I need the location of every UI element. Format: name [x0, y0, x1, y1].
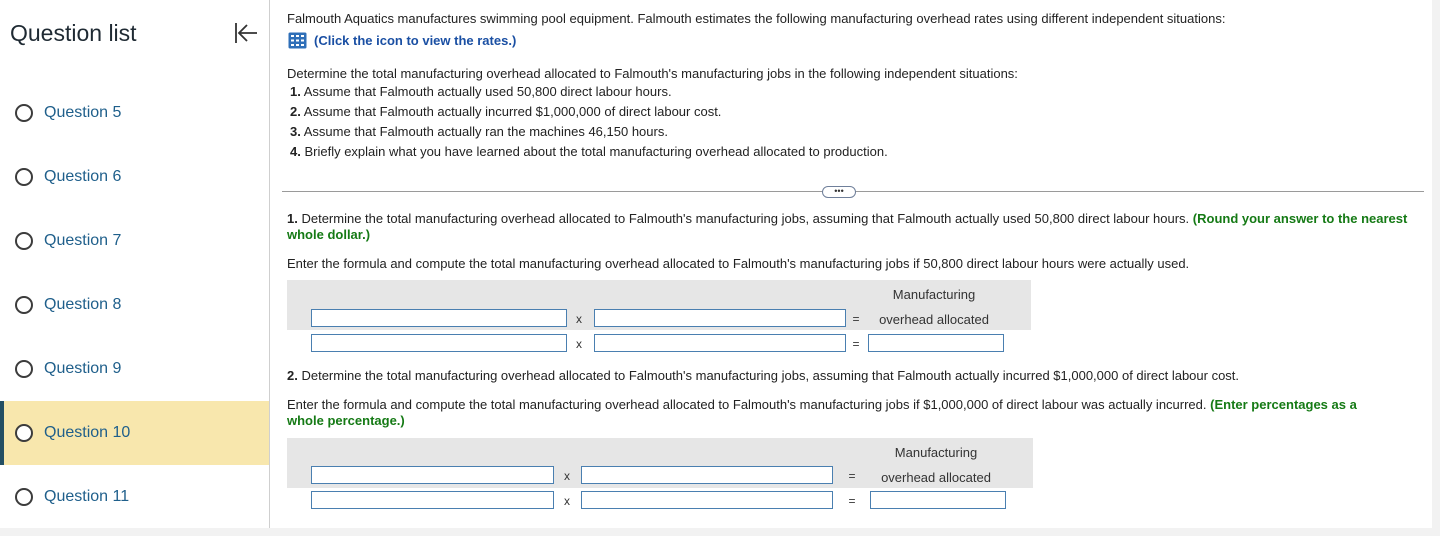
question-item-9[interactable] — [0, 337, 269, 401]
item-text: Assume that Falmouth actually incurred $1,000,000 of direct labour cost. — [303, 104, 722, 119]
equals-sign: = — [848, 494, 856, 508]
part1-value-input-2[interactable] — [594, 334, 846, 352]
table-grid-icon — [288, 32, 307, 49]
radio-icon — [15, 232, 33, 250]
question-item-6[interactable] — [0, 145, 269, 209]
part2-header-line1: Manufacturing — [894, 445, 978, 460]
part1-number: 1. — [287, 211, 298, 226]
times-sign: x — [576, 312, 582, 326]
part2-instruction-text: Enter the formula and compute the total manufacturing overhead allocated to Falmouth's manufacturing jobs if $1,000,000 of direct labour was actually incurred. — [287, 397, 1207, 412]
radio-icon — [15, 168, 33, 186]
times-sign: x — [564, 494, 570, 508]
question-list — [0, 81, 269, 529]
question-label: Question 8 — [44, 296, 122, 313]
part2-instruction — [287, 397, 1387, 429]
question-content — [270, 0, 1432, 528]
collapse-left-icon — [232, 20, 260, 46]
part2-formula-input-1[interactable] — [311, 466, 554, 484]
sidebar-title: Question list — [10, 20, 137, 46]
item-number: 1. — [290, 84, 301, 99]
radio-icon — [15, 488, 33, 506]
radio-icon — [15, 296, 33, 314]
question-item-5[interactable] — [0, 81, 269, 145]
part2-number: 2. — [287, 368, 298, 383]
problem-item-2 — [290, 104, 721, 120]
item-text: Assume that Falmouth actually used 50,800 direct labour hours. — [303, 84, 672, 99]
part2-question-text: Determine the total manufacturing overhead allocated to Falmouth's manufacturing jobs, assuming that Falmouth actually incurred $1,000,000 of direct labour cost. — [301, 368, 1240, 383]
problem-item-3 — [290, 124, 668, 140]
determine-text: Determine the total manufacturing overhead allocated to Falmouth's manufacturing jobs in the following independent situations: — [287, 66, 1018, 81]
radio-icon — [15, 104, 33, 122]
part1-question — [287, 211, 1417, 243]
part2-result-input[interactable] — [870, 491, 1006, 509]
problem-item-4 — [290, 144, 888, 160]
part1-formula-input-1[interactable] — [311, 309, 567, 327]
part2-formula-input-2[interactable] — [581, 466, 833, 484]
times-sign: x — [564, 469, 570, 483]
item-text: Assume that Falmouth actually ran the machines 46,150 hours. — [303, 124, 668, 139]
equals-sign: = — [852, 337, 860, 351]
question-item-8[interactable] — [0, 273, 269, 337]
equals-sign: = — [848, 469, 856, 483]
radio-icon — [15, 360, 33, 378]
equals-sign: = — [852, 312, 860, 326]
expand-more-button[interactable]: ••• — [822, 186, 856, 198]
part1-value-input-1[interactable] — [311, 334, 567, 352]
question-label: Question 5 — [44, 104, 122, 121]
part1-result-input[interactable] — [868, 334, 1004, 352]
item-number: 3. — [290, 124, 301, 139]
part2-hint: (Enter percentages as a whole percentage.) — [287, 397, 1357, 428]
view-rates-label: (Click the icon to view the rates.) — [314, 32, 517, 48]
question-item-11[interactable] — [0, 465, 269, 529]
sidebar-header — [0, 0, 269, 66]
question-list-sidebar — [0, 0, 270, 528]
part1-instruction: Enter the formula and compute the total manufacturing overhead allocated to Falmouth's manufacturing jobs if 50,800 direct labour hours were actually used. — [287, 256, 1190, 271]
part1-hint: (Round your answer to the nearest whole dollar.) — [287, 211, 1408, 242]
part1-formula-input-2[interactable] — [594, 309, 846, 327]
problem-intro: Falmouth Aquatics manufactures swimming pool equipment. Falmouth estimates the following manufacturing overhead rates using different independent situations: — [287, 11, 1226, 26]
question-label: Question 11 — [44, 488, 130, 505]
part2-header-line2: overhead allocated — [881, 470, 991, 485]
part1-header-line2: overhead allocated — [879, 312, 989, 327]
collapse-sidebar-button[interactable] — [232, 20, 260, 46]
part2-value-input-1[interactable] — [311, 491, 554, 509]
radio-icon — [15, 424, 33, 442]
part2-question — [287, 368, 1417, 384]
part2-value-input-2[interactable] — [581, 491, 833, 509]
problem-item-1 — [290, 84, 672, 100]
question-label: Question 6 — [44, 168, 122, 185]
view-rates-link[interactable] — [288, 31, 516, 49]
question-label: Question 9 — [44, 360, 122, 377]
question-label: Question 10 — [44, 424, 131, 441]
item-number: 2. — [290, 104, 301, 119]
question-label: Question 7 — [44, 232, 122, 249]
item-text: Briefly explain what you have learned about the total manufacturing overhead allocated to production. — [304, 144, 888, 159]
part1-header-line1: Manufacturing — [892, 287, 976, 302]
times-sign: x — [576, 337, 582, 351]
question-item-7[interactable] — [0, 209, 269, 273]
part1-question-text: Determine the total manufacturing overhead allocated to Falmouth's manufacturing jobs, assuming that Falmouth actually used 50,800 direct labour hours. — [301, 211, 1190, 226]
question-item-10[interactable] — [0, 401, 269, 465]
item-number: 4. — [290, 144, 301, 159]
